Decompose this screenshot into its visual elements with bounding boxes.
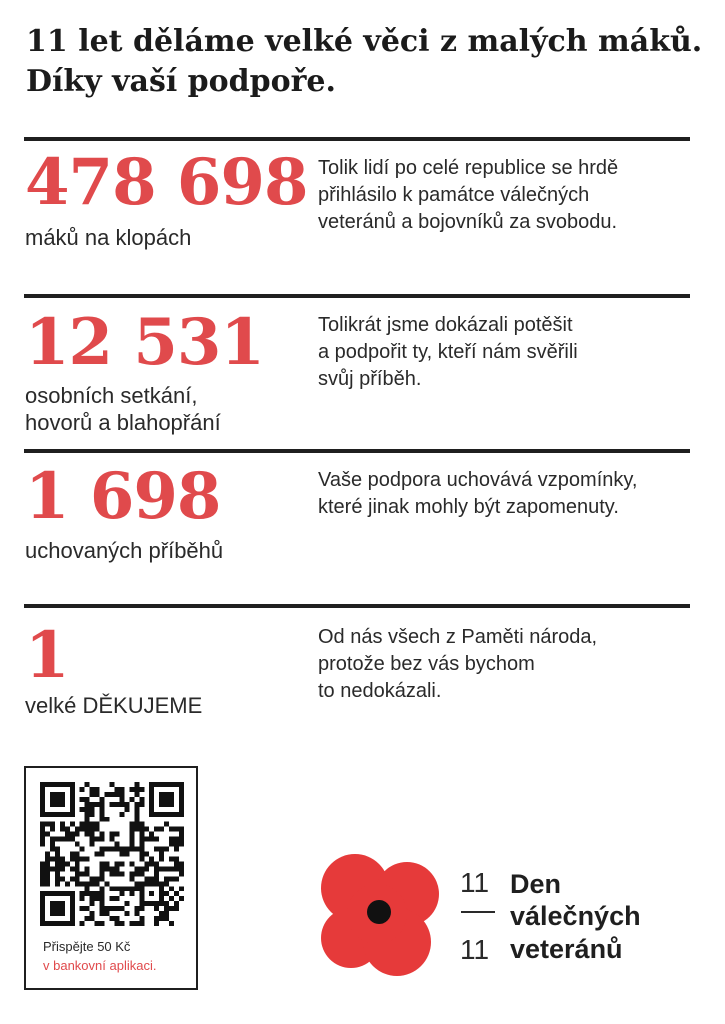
logo-dash: [461, 911, 495, 913]
stat-2-description: Tolikrát jsme dokázali potěšit a podpořit ty, kteří nám svěřili svůj příběh.: [318, 314, 578, 390]
headline: [26, 22, 706, 102]
logo-word-den: Den: [510, 869, 562, 899]
donation-text-line-1: Přispějte 50 Kč: [43, 939, 131, 954]
stat-4-number: 1: [25, 618, 69, 693]
stat-3-number: 1 698: [25, 459, 221, 534]
logo-word-valecnych: válečných: [510, 901, 641, 931]
stat-1-label: máků na klopách: [25, 225, 192, 250]
logo-number-top: 11: [460, 867, 490, 898]
stat-1-description: Tolik lidí po celé republice se hrdě přihlásilo k památce válečných veteránů a bojovníků za svobodu.: [318, 157, 619, 233]
qr-code-icon[interactable]: [40, 782, 184, 926]
stat-2-number: 12 531: [25, 305, 264, 380]
stat-4-description: Od nás všech z Paměti národa, protože bez vás bychom to nedokázali.: [318, 626, 598, 702]
stat-1-number: 478 698: [25, 145, 308, 220]
divider-1: [24, 137, 690, 141]
headline-line-2: Díky vaší podpoře.: [26, 64, 336, 99]
stat-3-label: uchovaných příběhů: [25, 538, 224, 563]
divider-4: [24, 604, 690, 608]
donation-text-line-2: v bankovní aplikaci.: [43, 958, 157, 973]
stat-4-label: velké DĚKUJEME: [25, 693, 203, 718]
divider-3: [24, 449, 690, 453]
stat-3-description: Vaše podpora uchovává vzpomínky, které jinak mohly být zapomenuty.: [318, 469, 638, 518]
logo-number-bottom: 11: [460, 934, 490, 965]
headline-line-1: 11 let děláme velké věci z malých máků.: [26, 24, 703, 59]
donation-qr-box: [24, 766, 198, 990]
divider-2: [24, 294, 690, 298]
stat-2-label: osobních setkání, hovorů a blahopřání: [25, 383, 221, 435]
logo-word-veteranu: veteránů: [510, 934, 623, 964]
poppy-logo-icon: [315, 846, 450, 981]
